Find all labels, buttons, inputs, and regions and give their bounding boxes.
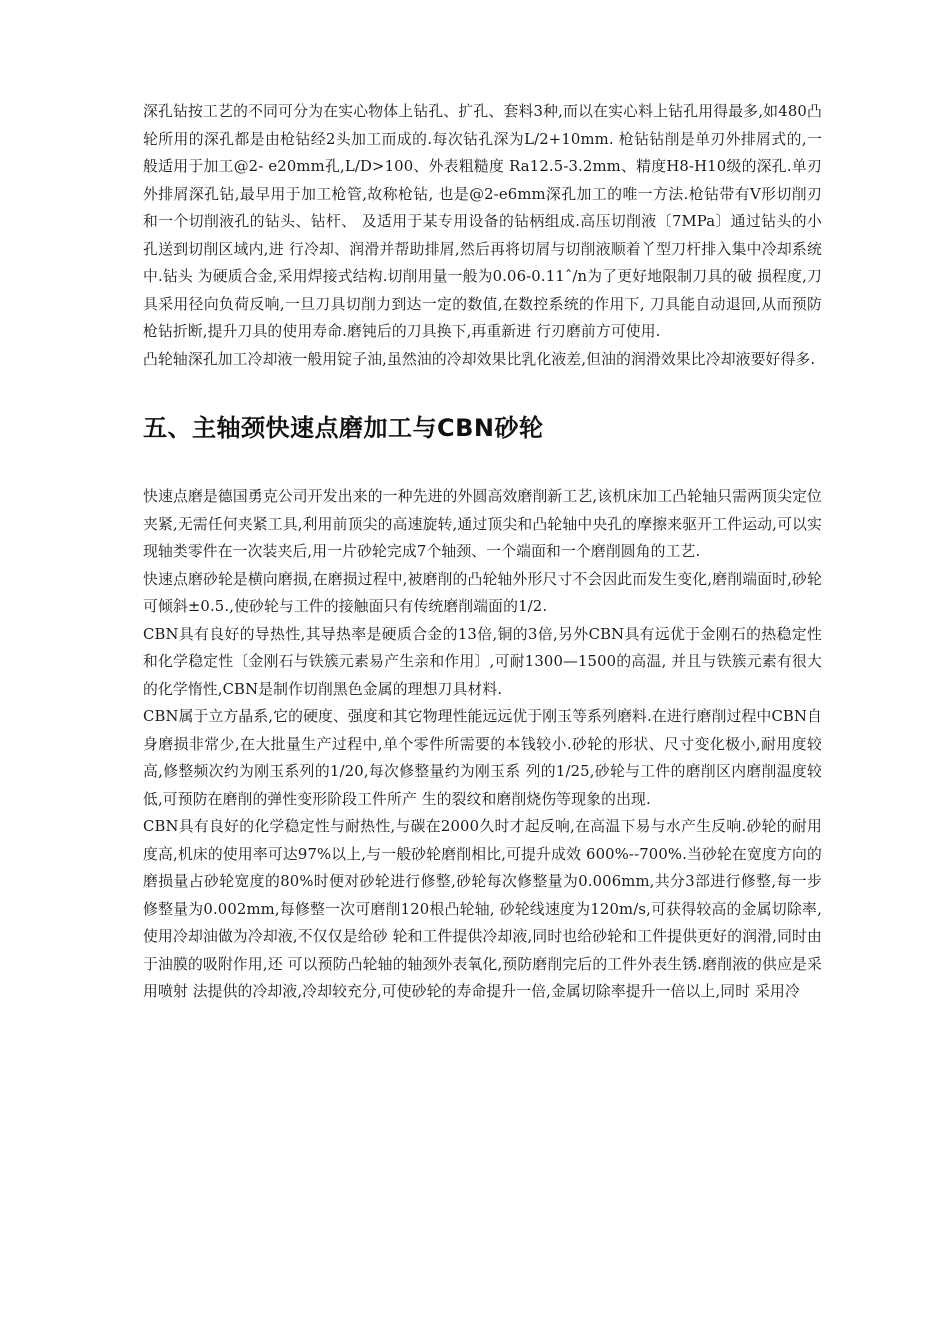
paragraph-cbn-conductivity: CBN具有良好的导热性,其导热率是硬质合金的13倍,铜的3倍,另外CBN具有远优于金刚石的热稳定性和化学稳定性〔金刚石与铁簇元素易产生亲和作用〕,可耐1300—1500的高温, 并且与铁簇元素有很大的化学惰性,CBN是制作切削黑色金属的理想刀具材料. xyxy=(143,625,822,698)
paragraph-gun-drilling: 深孔钻按工艺的不同可分为在实心物体上钻孔、扩孔、套料3种,而以在实心料上钻孔用得最多,如480凸轮所用的深孔都是由枪钻经2头加工而成的.每次钻孔深为L/2+10mm. 枪钻钻削是单刃外排屑式的,一般适用于加工@2- e20mm孔,L/D>100、外表粗糙度 Ra12.5-3.2mm、精度H8-H10级的深孔.单刃外排屑深孔钻,最早用于加工枪管,故称枪钻, 也是@2-e6mm深孔加工的唯一方法.枪钻带有V形切削刃和一个切削液孔的钻头、钻杆、 及适用于某专用设备的钻柄组成.高压切削液〔7MPa〕通过钻头的小孔送到切削区域内,进 行冷却、润滑并帮助排屑,然后再将切屑与切削液顺着丫型刀杆排入集中冷却系统中.钻头 为硬质合金,采用焊接式结构.切削用量一般为0.06-0.11ˆ/n为了更好地限制刀具的破 损程度,刀具采用径向负荷反响,一旦刀具切削力到达一定的数值,在数控系统的作用下, 刀具能自动退回,从而预防枪钻折断,提升刀具的使用寿命.磨钝后的刀具换下,再重新进 行刃磨前方可使用. xyxy=(143,103,822,340)
paragraph-quick-point-grinding: 快速点磨是德国勇克公司开发出来的一种先进的外圆高效磨削新工艺,该机床加工凸轮轴只需两顶尖定位夹紧,无需任何夹紧工具,利用前顶尖的高速旋转,通过顶尖和凸轮轴中央孔的摩擦来驱开工件运动,可以实现轴类零件在一次装夹后,用一片砂轮完成7个轴颈、一个端面和一个磨削圆角的工艺. xyxy=(143,488,822,560)
section-heading: 五、主轴颈快速点磨加工与CBN砂轮 xyxy=(143,414,544,442)
paragraph-cbn-crystal: CBN属于立方晶系,它的硬度、强度和其它物理性能远远优于刚玉等系列磨料.在进行磨削过程中CBN自身磨损非常少,在大批量生产过程中,单个零件所需要的本钱较小.砂轮的形状、尺寸变化极小,耐用度较高,修整频次约为刚玉系列的1/20,每次修整量约为刚玉系 列的1/25,砂轮与工件的磨削区内磨削温度较低,可预防在磨削的弹性变形阶段工件所产 生的裂纹和磨削烧伤等现象的出现. xyxy=(143,708,822,808)
paragraph-coolant: 凸轮轴深孔加工冷却液一般用锭子油,虽然油的冷却效果比乳化液差,但油的润滑效果比冷却液要好得多. xyxy=(143,350,816,368)
paragraph-wheel-wear: 快速点磨砂轮是横向磨损,在磨损过程中,被磨削的凸轮轴外形尺寸不会因此而发生变化,磨削端面时,砂轮可倾斜±0.5.,使砂轮与工件的接触面只有传统磨削端面的1/2. xyxy=(143,570,822,615)
paragraph-cbn-stability: CBN具有良好的化学稳定性与耐热性,与碳在2000久时才起反响,在高温下易与水产生反响.砂轮的耐用度高,机床的使用率可达97%以上,与一般砂轮磨削相比,可提升成效 600%--700%.当砂轮在宽度方向的磨损量占砂轮宽度的80%时便对砂轮进行修整,砂轮每次修整量为0.006mm,共分3部进行修整,每一步修整量为0.002mm,每修整一次可磨削120根凸轮轴, 砂轮线速度为120m/s,可获得较高的金属切除率,使用冷却油做为冷却液,不仅仅是给砂 轮和工件提供冷却液,同时也给砂轮和工件提供更好的润滑,同时由于油膜的吸附作用,还 可以预防凸轮轴的轴颈外表氧化,预防磨削完后的工件外表生锈.磨削液的供应是采用喷射 法提供的冷却液,冷却较充分,可使砂轮的寿命提升一倍,金属切除率提升一倍以上,同时 采用冷 xyxy=(143,818,822,1000)
deep-hole-drilling-section xyxy=(143,98,822,373)
document-page xyxy=(143,98,822,1006)
cbn-grinding-section xyxy=(143,483,822,1006)
